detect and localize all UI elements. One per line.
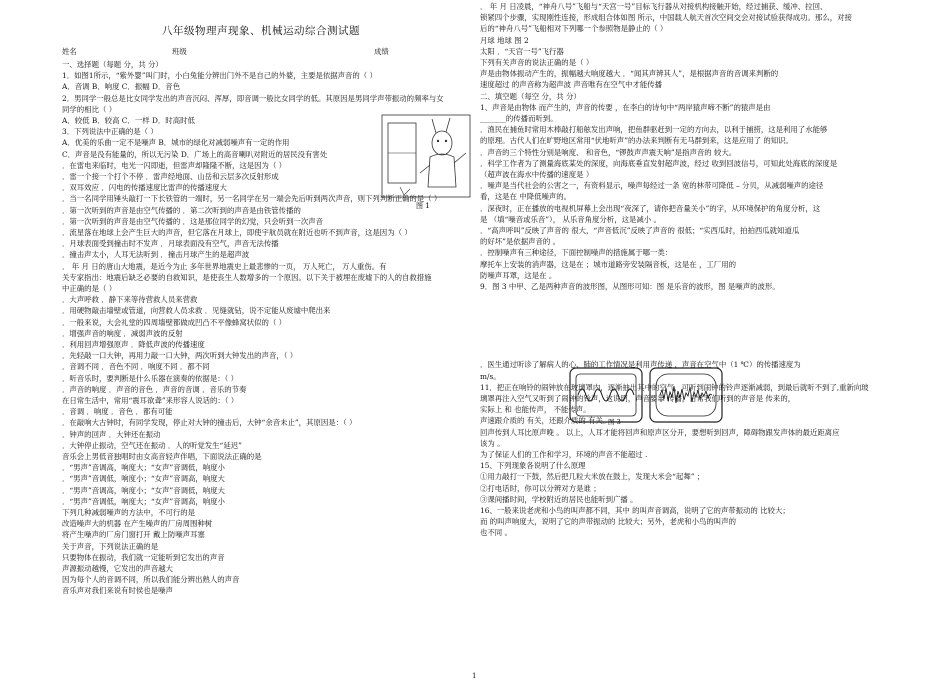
right-line: ．医生通过听诊了解病人的心、肺的工作情况是利用声传递 ，声音在空气中（1 ℃）的传播速度为 — [480, 360, 801, 370]
left-line: ．听音乐时，要判断是什么乐器在演奏的依据是：（ ） — [62, 373, 239, 383]
left-line: ．双耳效应 ．闪电的传播速度比雷声的传播速度大 — [62, 183, 227, 193]
right-line: 回声传到人耳比原声晚 。 以上，人耳才能将回声和原声区分开，要想听到回声，障碍物跟发声体的最近距离应 — [480, 427, 840, 437]
left-line: 只要物体在振动，我们就一定能听到它发出的声音 — [62, 552, 225, 562]
right-line: 的原理。古代人们在旷野地区常用“伏地听声”的办法来判断有无马群到来，这是应用了 的知识。 — [480, 136, 793, 146]
left-line: 一、选择题（每题 分，共 分） — [62, 60, 163, 69]
right-line: 该为 。 — [480, 438, 505, 448]
figure-1-illustration — [380, 113, 472, 211]
left-line: ．先轻敲一口大钟，再用力敲一口大钟，两次听到大钟发出的声音，（ ） — [62, 351, 298, 361]
left-line: A．较低 B．较高 C．一样 D．时高时低 — [62, 116, 195, 125]
left-line: ．流星落在地球上会产生巨大的声音，但它落在月球上，即使宇航员就在附近也听不到声音，这是因为（ ） — [62, 228, 412, 237]
left-line: ．“男声”音调低，响度大；“女声”音调高，响度小 — [62, 496, 225, 506]
right-line: ②打电话时，你可以分辨对方是谁 ； — [480, 483, 601, 493]
right-line: 为了保证人们的工作和学习，环境的声音不能超过 . — [480, 450, 648, 459]
right-line: 后的“神舟八号”飞船相对下列哪一个参照物是静止的（ ） — [480, 24, 668, 34]
left-line: ．雷一个接一个打个不停 ．雷声经地面、山岳和云层多次反射形成 — [62, 172, 279, 181]
right-line: 看，这是在 中降低噪声的。 — [480, 192, 572, 202]
left-line: ．在雷电来临时，电光一闪即逝，但雷声却隆隆不断，这是因为（ ） — [62, 160, 287, 170]
left-line: ．在敲响大古钟时，有同学发现，停止对大钟的撞击后，大钟“余音未止”，其原因是：（ ） — [62, 418, 357, 428]
right-line: ． 年 月 日凌晨，“神舟八号”飞船与“天宫一号”目标飞行器从对接机构接触开始，经过捕获、缓冲、拉回、 — [480, 2, 828, 11]
left-line: ．当一名同学用锤头敲打一下长铁管的一端时，另一名同学在另一端会先后听到两次声音，则下列判断正确的是（ ） — [62, 194, 442, 204]
right-line: 也不同 。 — [480, 528, 512, 538]
left-line: 声源振动越慢，它发出的声音越大 — [62, 564, 173, 573]
noise-waveform — [660, 386, 712, 403]
left-line: 音乐会上男低音独唱时由女高音轻声伴唱，下面说法正确的是 — [62, 452, 262, 461]
left-line: 2．男同学一般总是比女同学发出的声音沉闷、浑厚，即音调一般比女同学的低。其原因是男同学声带振动的频率与女 — [62, 93, 444, 103]
right-line: ．深夜时，正在播放的电视机屏幕上会出现“夜深了，请你把音量关小”的字，从环境保护的角度分析，这 — [480, 203, 821, 213]
left-line: 因为每个人的音调不同，所以我们能分辨出熟人的声音 — [62, 575, 240, 585]
score-label: 成绩 — [374, 47, 389, 56]
left-line: ．钟声的回声 ．大钟还在振动 — [62, 429, 161, 439]
right-line: 下列有关声音的说法正确的是（ ） — [480, 58, 594, 67]
left-line: 关于声音，下列说法正确的是 — [62, 541, 159, 551]
left-line: A．音调 B．响度 C．振幅 D．音色 — [62, 82, 181, 92]
figure-3-waveforms — [568, 366, 724, 426]
left-line: 同学的相比（ ） — [62, 104, 117, 114]
left-line: 关专家指出：地震后缺乏必要的自救知识，是使丧生人数增多的一个原因。以下关于被埋在废墟下的人的自救措施 — [62, 272, 432, 282]
right-line: 二、填空题（每空 分，共 分） — [480, 91, 581, 101]
right-line: 速度超过 的声音称为超声波 声音唯有在空气中才能传播 — [480, 80, 663, 90]
left-line: 在日常生活中，常用“震耳欲聋”来形容人说话的：（ ） — [62, 396, 239, 405]
left-line: ．第一次听到的声音是由空气传播的 ．这是那位同学的幻觉，只会听到一次声音 — [62, 216, 324, 226]
right-line: 是 （填“噪音或乐音”）， 从乐音角度分析，这是减小 。 — [480, 214, 661, 224]
right-line: ．科学工作者为了测量海底某处的深度，向海底垂直发射超声波，经过 收到回波信号，可知此处海底的深度是 — [480, 158, 838, 168]
figure-1-label: 图 1 — [416, 202, 430, 210]
right-line: ①用力敲打一下鼓，然后把几粒大米放在鼓上，发现大米会“起舞” ； — [480, 472, 705, 482]
right-line: 11．把正在响铃的闹钟放在玻璃罩内，逐渐抽出其中的空气，可听到闹钟的铃声逐渐减弱，到最后就听不到了,重新向玻 — [480, 382, 869, 392]
left-line: 3．下列说法中正确的是（ ） — [62, 127, 158, 137]
left-line: C．声音是没有能量的，所以无污染 D．广场上的高音喇叭对附近的居民没有害处 — [62, 149, 328, 159]
left-line: 音乐声对我们来说有时侯也是噪声 — [62, 586, 173, 596]
left-line: ．大声呼救 ．静下来等待营救人员来营救 — [62, 295, 198, 305]
left-line: ．音调不同 ．音色不同 ．响度不同 ．都不同 — [62, 362, 210, 372]
right-line: 15、下列现象各说明了什么原理 — [480, 461, 586, 471]
page-title: 八年级物理声现象、机械运动综合测试题 — [162, 25, 360, 37]
class-label: 班级 — [172, 47, 187, 56]
right-line: ③课间播时间，学校附近的居民也能听到广播 。 — [480, 494, 638, 504]
right-line: 1、声音是由物体 而产生的，声音的传要 ，在李白的诗句中“两岸猿声啼不断”的猿声是由 — [480, 102, 771, 112]
right-line: 摩托车上安装的消声器，这是在 ；城市道路旁安装隔音板，这是在 ，工厂用的 — [480, 259, 736, 269]
left-line: ．声音的响度 ．声音的音色 ．声音的音调 ．音乐的节奏 — [62, 384, 247, 394]
right-line: ．“高声呼叫”反映了声音的 很大，“声音低沉”反映了声音的 很低；“实西瓜时，拍拍西瓜就知道瓜 — [480, 226, 800, 235]
left-line: ．第一次听到的声音是由空气传播的 ．第二次听到的声音是由铁管传播的 — [62, 205, 301, 215]
right-line: 而 的叫声响度大，说明了它的声带振动的 比较大；另外，老虎和小鸟的叫声的 — [480, 517, 736, 527]
right-line: m/s。 — [480, 371, 501, 381]
right-line: 防噪声耳罩，这是在 。 — [480, 270, 557, 280]
left-line: 改造噪声大的机器 在产生噪声的厂房周围种树 — [62, 519, 213, 529]
right-line: 月球 地球 图 2 — [480, 35, 529, 45]
right-line: ．渔民在捕鱼时常用木棒敲打船舷发出声响，把鱼群驱赶到一定的方向去，以利于捕捞，这是利用了水能够 — [480, 125, 828, 135]
left-line: ． 年 月 日的唐山大地震，是近今为止 多年世界地震史上最悲惨的一页， 万人死亡， 万人重伤。有 — [62, 261, 387, 271]
left-line: 将产生噪声的厂房门窗打开 戴上防噪声耳塞 — [62, 530, 205, 540]
right-line: ．控制噪声有三种途径，下面控制噪声的措施属于哪一类： — [480, 248, 673, 258]
left-line: A．优美的乐曲一定不是噪声 B．城市的绿化对减弱噪声有一定的作用 — [62, 138, 290, 148]
tone-waveform — [578, 389, 634, 401]
left-line: ．“男声”音调高，响度小；“女声”音调低，响度大 — [62, 485, 225, 495]
left-line: 中正确的是（ ） — [62, 284, 117, 293]
left-column — [62, 0, 472, 680]
right-line: ．噪声是当代社会的公害之一，有资料显示，噪声每经过一条 宽的林带可降低 – 分贝，从减弱噪声的途径 — [480, 181, 824, 191]
left-line: ．用硬物敲击墙壁或管道，向营救人员求救 ．见缝就钻，说不定能从废墟中爬出来 — [62, 306, 331, 316]
right-line: _______的传播而听到。 — [480, 114, 558, 123]
right-line: 声速跟介质的 有关，还跟介质的 有关。 — [480, 416, 611, 426]
left-line: 下列几种减弱噪声的方法中，不可行的是 — [62, 508, 196, 517]
figure-3-label: 图 3 — [608, 418, 621, 426]
left-line: ．“男声”音调高，响度大；“女声”音调低，响度小 — [62, 463, 225, 473]
left-line: ．大钟停止振动，空气还在振动 ．人的听觉发生“延迟” — [62, 440, 242, 450]
left-line: ．一般来说，大会礼堂的四周墙壁都做成凹凸不平像蜂窝状似的（ ） — [62, 317, 287, 327]
left-line: ．“男声”音调低，响度小；“女声”音调高，响度大 — [62, 474, 225, 484]
right-line: 的好坏”是依据声音的 。 — [480, 237, 561, 247]
name-label: 姓名 — [62, 47, 77, 56]
left-line: ．月球表面受到撞击时不发声 ．月球表面没有空气，声音无法传播 — [62, 239, 279, 249]
left-line: 1．如图1所示，“紫外婴”叫门时，小白兔能分辨出门外不是自己的外婆，主要是依据声音的（ ） — [62, 71, 377, 81]
right-line: 锁紧四个步骤，实现刚性连接，形成组合体如图 所示，中国载人航天首次空间交会对接试验获得成功。那么，对接 — [480, 13, 852, 23]
left-line: ．增强声音的响度 ．减弱声波的反射 — [62, 328, 183, 338]
right-column — [480, 0, 895, 680]
right-line: 太阳 ．“天宫一号”飞行器 — [480, 46, 564, 56]
right-line: 16、一般来说老虎和小鸟的叫声都不同，其中 的叫声音调高，说明了它的声带振动的 比较大； — [480, 506, 790, 515]
right-line: 9．图 3 中甲、乙是两种声音的波形图，从图形可知：图 是乐音的波形，图 是噪声的波形。 — [480, 282, 780, 291]
left-line: ．音调 ．响度 ．音色 ．都有可能 — [62, 407, 173, 417]
page-number: 1 — [472, 672, 477, 680]
right-line: ．声音的三个特性分别是响度、 和音色，“锣鼓声声震天响”是指声音的 较大。 — [480, 147, 737, 157]
right-line: 璃罩再注入空气又听到了闹钟的铃声，这说明，声音要靠 传播，日常我们听到的声音是 传来的， — [480, 394, 796, 403]
left-line: ．撞击声太小，人耳无法听到 ．撞击月球产生的是超声波 — [62, 250, 250, 260]
left-line: ．利用回声增强原声 ．降低声波的传播速度 — [62, 340, 205, 349]
right-line: 声是由物体振动产生的，振幅越大响度越大 ．“闻其声辨其人”，是根据声音的音调来判断的 — [480, 69, 779, 79]
right-line: （超声波在海水中传播的速度是 ） — [480, 170, 594, 179]
right-line: 实际上 和 也能传声， 不能传声。 — [480, 405, 591, 415]
